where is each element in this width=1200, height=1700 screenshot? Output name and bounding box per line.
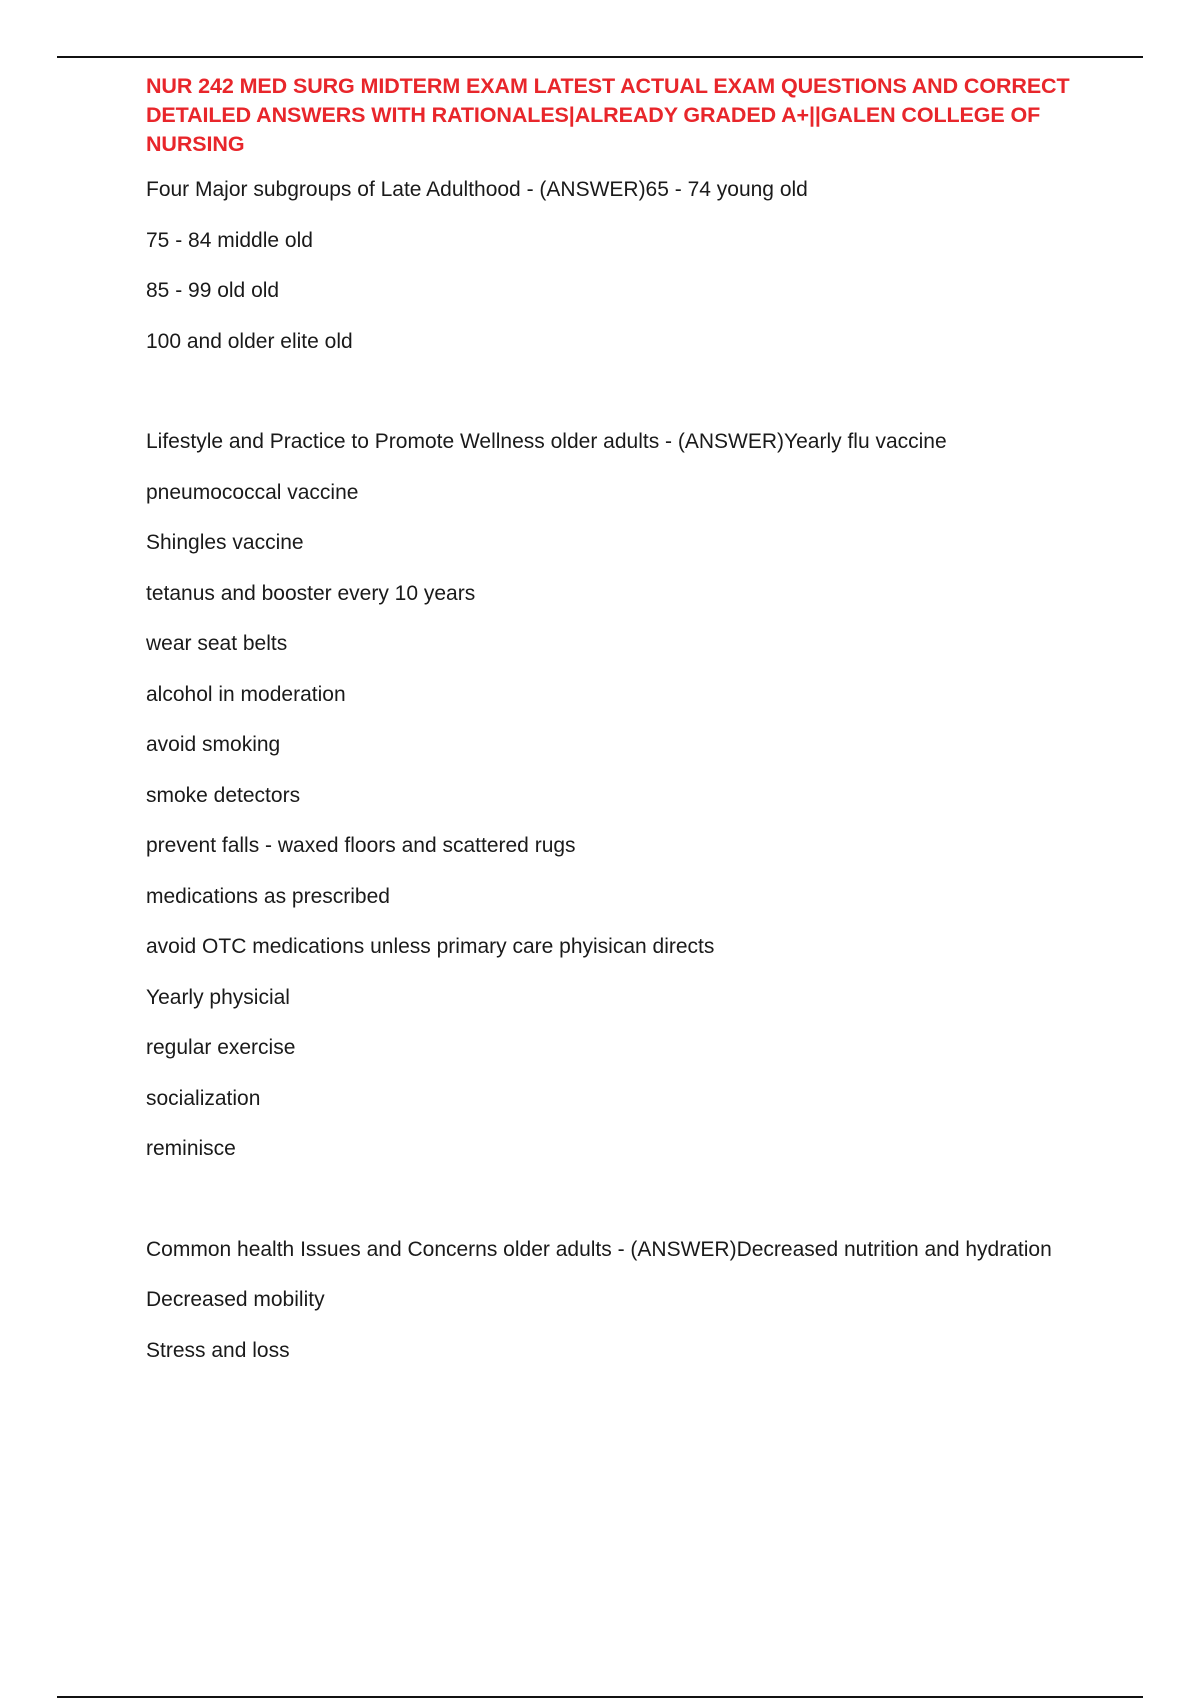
answer-line: 75 - 84 middle old bbox=[146, 228, 313, 252]
answer-line: pneumococcal vaccine bbox=[146, 480, 359, 504]
answer-line: Yearly physicial bbox=[146, 985, 290, 1009]
answer-line: avoid smoking bbox=[146, 733, 281, 756]
answer-line: Decreased mobility bbox=[146, 1288, 325, 1311]
document-body bbox=[146, 72, 1076, 1384]
answer-line: regular exercise bbox=[146, 1036, 296, 1059]
document-title: NUR 242 MED SURG MIDTERM EXAM LATEST ACTUAL EXAM QUESTIONS AND CORRECT DETAILED ANSWERS WITH RATIONALES|ALREADY GRADED A+||GALEN COLLEGE OF NURSING bbox=[146, 74, 1070, 156]
section-gap bbox=[146, 1183, 1076, 1233]
answer-line: Stress and loss bbox=[146, 1338, 290, 1362]
footer-rule bbox=[57, 1696, 1143, 1698]
qa-common-health-issues bbox=[146, 1233, 1076, 1368]
qa-wellness-practices bbox=[146, 425, 1076, 1166]
answer-line: wear seat belts bbox=[146, 632, 288, 655]
question-line: Four Major subgroups of Late Adulthood - (ANSWER)65 - 74 young old bbox=[146, 178, 808, 201]
answer-line: alcohol in moderation bbox=[146, 682, 346, 706]
answer-line: avoid OTC medications unless primary care phyisican directs bbox=[146, 935, 715, 958]
answer-line: reminisce bbox=[146, 1137, 236, 1160]
answer-line: 85 - 99 old old bbox=[146, 279, 280, 302]
section-gap bbox=[146, 375, 1076, 425]
answer-line: socialization bbox=[146, 1086, 261, 1110]
answer-line: Shingles vaccine bbox=[146, 531, 304, 554]
answer-line: medications as prescribed bbox=[146, 884, 390, 908]
answer-line: prevent falls - waxed floors and scattered rugs bbox=[146, 834, 576, 857]
answer-line: tetanus and booster every 10 years bbox=[146, 581, 476, 605]
answer-line: smoke detectors bbox=[146, 783, 301, 807]
answer-line: 100 and older elite old bbox=[146, 329, 353, 353]
header-rule bbox=[57, 56, 1143, 58]
question-line: Lifestyle and Practice to Promote Wellness older adults - (ANSWER)Yearly flu vaccine bbox=[146, 430, 947, 453]
question-line: Common health Issues and Concerns older adults - (ANSWER)Decreased nutrition and hydration bbox=[146, 1237, 1052, 1261]
qa-late-adulthood-subgroups bbox=[146, 173, 1076, 359]
